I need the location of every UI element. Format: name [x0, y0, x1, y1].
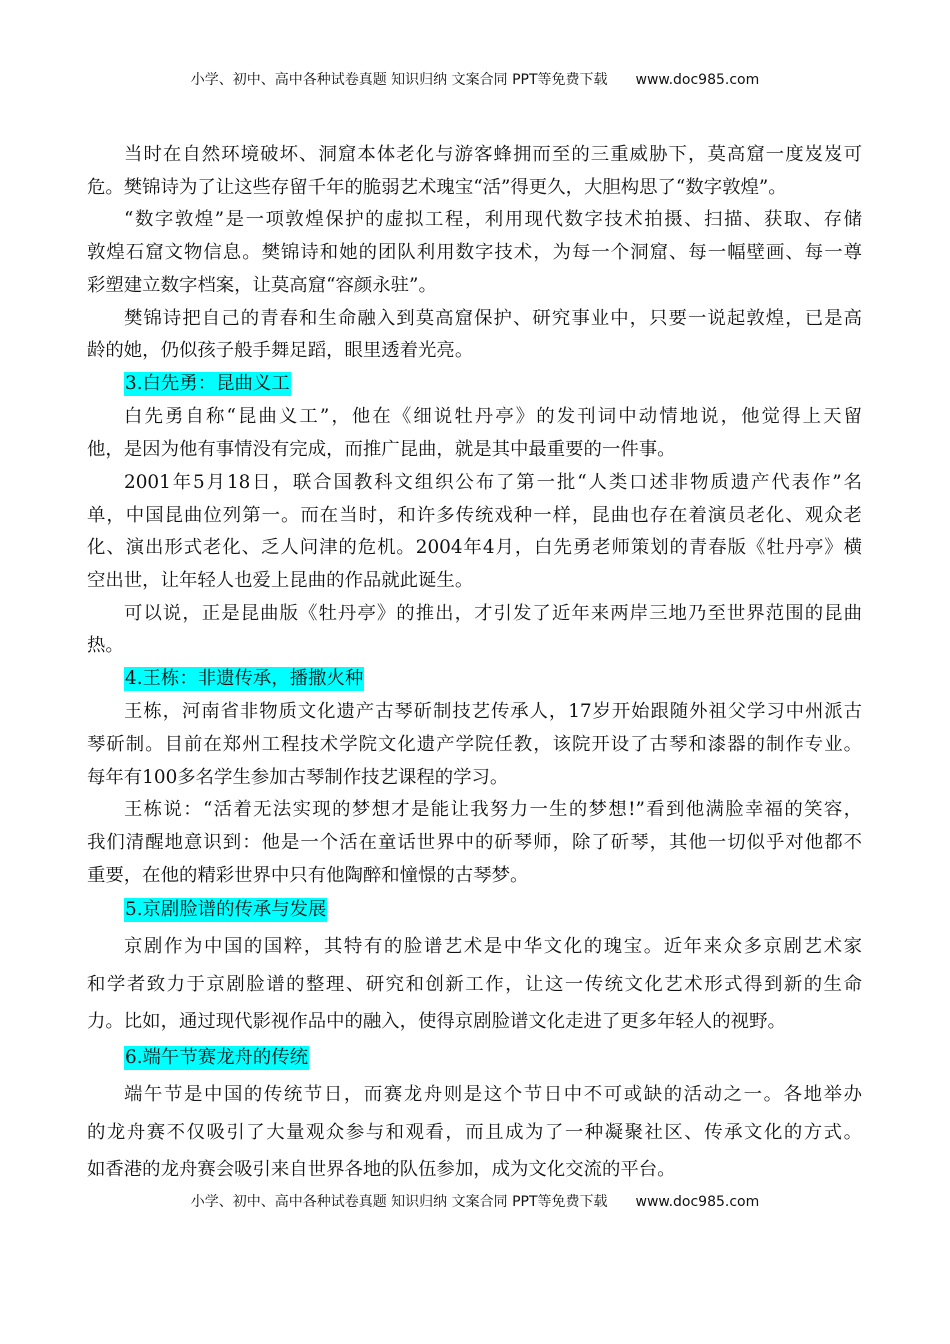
paragraph-line: 可以说，正是昆曲版《牡丹亭》的推出，才引发了近年来两岸三地乃至世界范围的昆曲 — [124, 603, 862, 624]
paragraph-line: 如香港的龙舟赛会吸引来自世界各地的队伍参加，成为文化交流的平台。 — [87, 1159, 676, 1180]
section-heading: 4.王栋：非遗传承，播撒火种 — [125, 668, 364, 689]
section-heading: 6.端午节赛龙舟的传统 — [125, 1047, 309, 1068]
paragraph-line: 重要，在他的精彩世界中只有他陶醉和憧憬的古琴梦。 — [87, 865, 529, 886]
paragraph-line: 敦煌石窟文物信息。樊锦诗和她的团队利用数字技术，为每一个洞窟、每一幅壁画、每一尊 — [87, 242, 862, 263]
paragraph-line: 热。 — [87, 635, 124, 656]
paragraph-line: 王栋，河南省非物质文化遗产古琴斫制技艺传承人，17岁开始跟随外祖父学习中州派古 — [124, 701, 862, 722]
header-url[interactable]: www.doc985.com — [635, 72, 760, 88]
paragraph-line: 每年有100多名学生参加古琴制作技艺课程的学习。 — [87, 767, 509, 788]
paragraph-line: 樊锦诗把自己的青春和生命融入到莫高窟保护、研究事业中，只要一说起敦煌，已是高 — [124, 308, 862, 329]
paragraph-line: 危。樊锦诗为了让这些存留千年的脆弱艺术瑰宝“活”得更久，大胆构思了“数字敦煌”。 — [87, 177, 787, 198]
paragraph-line: 当时在自然环境破坏、洞窟本体老化与游客蜂拥而至的三重威胁下，莫高窟一度岌岌可 — [124, 144, 862, 165]
paragraph-line: “数字敦煌”是一项敦煌保护的虚拟工程，利用现代数字技术拍摄、扫描、获取、存储 — [124, 209, 862, 230]
paragraph-line: 白先勇自称“昆曲义工”，他在《细说牡丹亭》的发刊词中动情地说，他觉得上天留 — [124, 406, 862, 427]
paragraph-line: 和学者致力于京剧脸谱的整理、研究和创新工作，让这一传统文化艺术形式得到新的生命 — [87, 974, 862, 995]
section-heading: 3.白先勇：昆曲义工 — [125, 373, 290, 394]
paragraph-line: 力。比如，通过现代影视作品中的融入，使得京剧脸谱文化走进了更多年轻人的视野。 — [87, 1011, 786, 1032]
paragraph-line: 龄的她，仍似孩子般手舞足蹈，眼里透着光亮。 — [87, 340, 474, 361]
page-footer — [0, 1191, 950, 1211]
paragraph-line: 王栋说：“活着无法实现的梦想才是能让我努力一生的梦想!”看到他满脸幸福的笑容， — [124, 799, 862, 820]
paragraph-line: 2001年5月18日，联合国教科文组织公布了第一批“人类口述非物质遗产代表作”名 — [124, 472, 862, 493]
footer-url[interactable]: www.doc985.com — [635, 1194, 760, 1210]
paragraph-line: 京剧作为中国的国粹，其特有的脸谱艺术是中华文化的瑰宝。近年来众多京剧艺术家 — [124, 936, 862, 957]
footer-text: 小学、初中、高中各种试卷真题 知识归纳 文案合同 PPT等免费下载 — [190, 1194, 608, 1210]
paragraph-line: 我们清醒地意识到：他是一个活在童话世界中的斫琴师，除了斫琴，其他一切似乎对他都不 — [87, 832, 862, 853]
paragraph-line: 他，是因为他有事情没有完成，而推广昆曲，就是其中最重要的一件事。 — [87, 439, 676, 460]
paragraph-line: 琴斫制。目前在郑州工程技术学院文化遗产学院任教，该院开设了古琴和漆器的制作专业。 — [87, 734, 862, 755]
paragraph-line: 单，中国昆曲位列第一。而在当时，和许多传统戏种一样，昆曲也存在着演员老化、观众老 — [87, 505, 862, 526]
page-header — [0, 69, 950, 89]
paragraph-line: 彩塑建立数字档案，让莫高窟“容颜永驻”。 — [87, 275, 437, 296]
header-text: 小学、初中、高中各种试卷真题 知识归纳 文案合同 PPT等免费下载 — [190, 72, 608, 88]
paragraph-line: 端午节是中国的传统节日，而赛龙舟则是这个节日中不可或缺的活动之一。各地举办 — [124, 1084, 862, 1105]
paragraph-line: 空出世，让年轻人也爱上昆曲的作品就此诞生。 — [87, 570, 474, 591]
paragraph-line: 的龙舟赛不仅吸引了大量观众参与和观看，而且成为了一种凝聚社区、传承文化的方式。 — [87, 1122, 862, 1143]
paragraph-line: 化、演出形式老化、乏人问津的危机。2004年4月，白先勇老师策划的青春版《牡丹亭》横 — [87, 537, 862, 558]
section-heading: 5.京剧脸谱的传承与发展 — [125, 899, 327, 920]
